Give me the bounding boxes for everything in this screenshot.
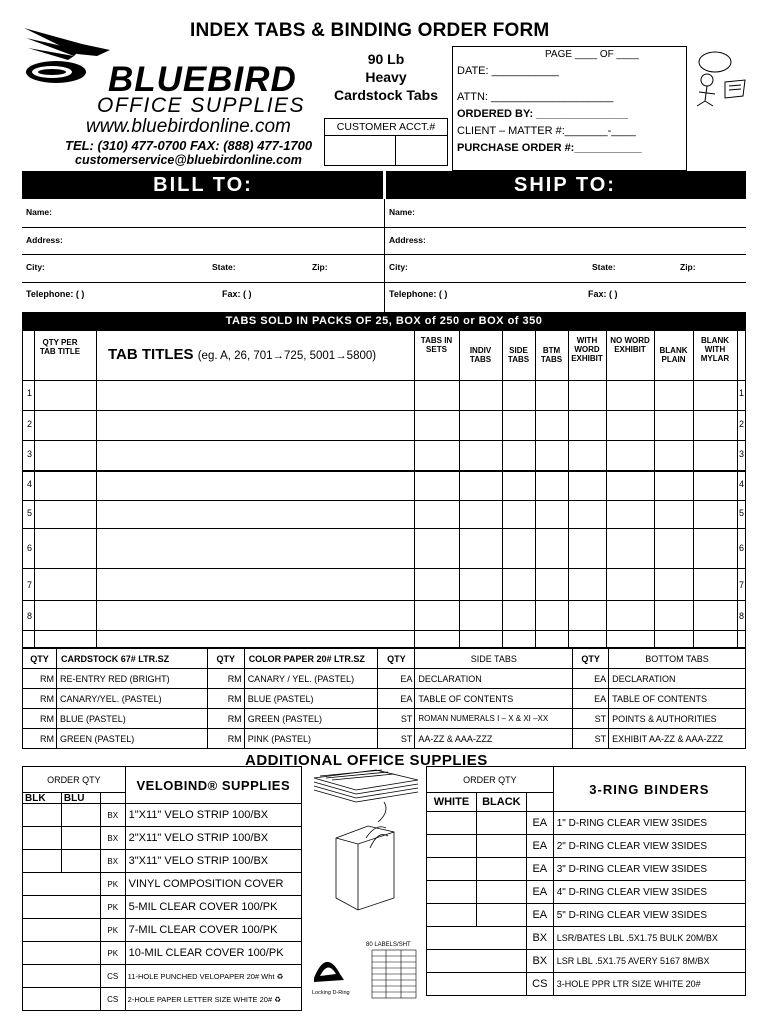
unit-label[interactable]: EA	[573, 689, 609, 709]
row-number-right: 7	[739, 580, 745, 590]
velobind-item: 1"X11" VELO STRIP 100/BX	[125, 804, 301, 827]
ship-to-title: SHIP TO:	[514, 174, 616, 196]
velobind-item: 11-HOLE PUNCHED VELOPAPER 20# Wht ♻	[125, 965, 301, 988]
binder-row	[427, 950, 746, 973]
unit-label[interactable]: RM	[207, 689, 244, 709]
binder-row	[427, 858, 746, 881]
unit-label[interactable]: ST	[378, 729, 415, 749]
row-number: 3	[27, 449, 33, 459]
unit-label: BX	[100, 827, 125, 850]
date-field[interactable]: DATE: ___________	[457, 65, 559, 77]
supply-item: CANARY/YEL. (PASTEL)	[56, 689, 207, 709]
ship-zip-field[interactable]: Zip:	[680, 262, 696, 272]
bill-fax-field[interactable]: Fax: ( )	[222, 289, 252, 299]
address-section	[22, 199, 746, 313]
supply-item: BLUE (PASTEL)	[244, 689, 378, 709]
velobind-row	[23, 988, 302, 1011]
row-number-right: 2	[739, 419, 745, 429]
unit-label: PK	[100, 873, 125, 896]
unit-label[interactable]: RM	[207, 729, 244, 749]
velobind-title: VELOBIND® SUPPLIES	[125, 767, 301, 804]
btm-tabs-header: BTM TABS	[540, 346, 563, 364]
bill-name-field[interactable]: Name:	[26, 207, 52, 217]
customer-acct-label: CUSTOMER ACCT.#	[325, 119, 447, 136]
cardstock-header: CARDSTOCK 67# LTR.SZ	[56, 649, 207, 669]
supply-row	[23, 669, 746, 689]
velobind-row	[23, 850, 302, 873]
unit-label: EA	[526, 904, 553, 927]
supply-row	[23, 709, 746, 729]
binder-row	[427, 812, 746, 835]
binders-title: 3-RING BINDERS	[553, 767, 745, 812]
row-number: 6	[27, 543, 33, 553]
unit-label: CS	[100, 965, 125, 988]
velobind-item: 2"X11" VELO STRIP 100/BX	[125, 827, 301, 850]
grid-row-line	[22, 410, 746, 411]
ordered-by-field[interactable]: ORDERED BY: _______________	[457, 108, 629, 120]
binder-row	[427, 973, 746, 996]
velobind-row	[23, 827, 302, 850]
qty-header: QTY	[573, 649, 609, 669]
binder-item: 3" D-RING CLEAR VIEW 3SIDES	[553, 858, 745, 881]
unit-label[interactable]: RM	[23, 669, 57, 689]
bottom-tabs-supply-header: BOTTOM TABS	[609, 649, 746, 669]
locking-caption: Locking D-Ring	[312, 990, 350, 996]
tab-titles-header: TAB TITLES (eg. A, 26, 701→725, 5001→5800)	[108, 346, 377, 363]
velobind-row	[23, 873, 302, 896]
grid-row-line	[22, 600, 746, 601]
indiv-tabs-header: INDIV TABS	[469, 346, 492, 364]
binder-row	[427, 927, 746, 950]
grid-row-line	[22, 330, 746, 331]
no-word-exhibit-header: NO WORD EXHIBIT	[610, 336, 650, 354]
ship-state-field[interactable]: State:	[592, 262, 616, 272]
supply-item: EXHIBIT AA-ZZ & AAA-ZZZ	[609, 729, 746, 749]
unit-label[interactable]: ST	[378, 709, 415, 729]
supply-item: ROMAN NUMERALS I – X & XI –XX	[415, 709, 573, 729]
unit-label: CS	[526, 973, 553, 996]
color-paper-header: COLOR PAPER 20# LTR.SZ	[244, 649, 378, 669]
purchase-order-field[interactable]: PURCHASE ORDER #:___________	[457, 142, 642, 154]
unit-label: BX	[100, 850, 125, 873]
velobind-item: 2-HOLE PAPER LETTER SIZE WHITE 20# ♻	[125, 988, 301, 1011]
attn-field[interactable]: ATTN: ____________________	[457, 91, 614, 103]
tabs-in-sets-header: TABS IN SETS	[420, 336, 453, 354]
additional-supplies-title: ADDITIONAL OFFICE SUPPLIES	[245, 752, 488, 769]
brand-name: BLUEBIRD	[108, 60, 297, 99]
unit-label: PK	[100, 896, 125, 919]
supplies-table	[22, 648, 746, 749]
brand-tagline: OFFICE SUPPLIES	[97, 94, 306, 117]
velobind-item: 5-MIL CLEAR COVER 100/PK	[125, 896, 301, 919]
velobind-row	[23, 896, 302, 919]
unit-label: PK	[100, 919, 125, 942]
grid-row-line	[22, 630, 746, 631]
ship-fax-field[interactable]: Fax: ( )	[588, 289, 618, 299]
binder-item: 3-HOLE PPR LTR SIZE WHITE 20#	[553, 973, 745, 996]
supplies-illustration	[306, 768, 422, 1004]
unit-label[interactable]: EA	[378, 669, 415, 689]
unit-label[interactable]: EA	[378, 689, 415, 709]
white-header: WHITE	[427, 793, 477, 812]
unit-label[interactable]: RM	[23, 709, 57, 729]
blu-header: BLU	[61, 793, 100, 804]
supply-item: GREEN (PASTEL)	[56, 729, 207, 749]
unit-label[interactable]: RM	[23, 689, 57, 709]
grid-row-line	[22, 500, 746, 501]
unit-label: EA	[526, 812, 553, 835]
ship-name-field[interactable]: Name:	[389, 207, 415, 217]
blk-header: BLK	[23, 793, 62, 804]
order-info-box[interactable]	[452, 46, 687, 171]
supply-row	[23, 689, 746, 709]
cartoon-illustration	[685, 46, 755, 108]
unit-label: EA	[526, 835, 553, 858]
tabs-banner: TABS SOLD IN PACKS OF 25, BOX of 250 or BOX of 350	[22, 313, 746, 330]
qty-per-tab-header: QTY PER TAB TITLE	[39, 338, 81, 356]
grid-row-line	[22, 380, 746, 381]
supply-item: PINK (PASTEL)	[244, 729, 378, 749]
bill-state-field[interactable]: State:	[212, 262, 236, 272]
velobind-item: 7-MIL CLEAR COVER 100/PK	[125, 919, 301, 942]
bill-zip-field[interactable]: Zip:	[312, 262, 328, 272]
blank-plain-header: BLANK PLAIN	[659, 346, 688, 364]
cardstock-label: 90 Lb Heavy Cardstock Tabs	[334, 51, 438, 103]
qty-header: QTY	[207, 649, 244, 669]
bill-city-field[interactable]: City:	[26, 262, 45, 272]
qty-header: QTY	[23, 649, 57, 669]
grid-row-line	[22, 528, 746, 529]
website-link[interactable]: www.bluebirdonline.com	[86, 116, 291, 137]
supply-item: CANARY / YEL. (PASTEL)	[244, 669, 378, 689]
with-word-exhibit-header: WITH WORD EXHIBIT	[571, 336, 603, 363]
velobind-item: VINYL COMPOSITION COVER	[125, 873, 301, 896]
velobind-row	[23, 804, 302, 827]
binder-item: 4" D-RING CLEAR VIEW 3SIDES	[553, 881, 745, 904]
contact-email[interactable]: customerservice@bluebirdonline.com	[75, 153, 302, 167]
contact-phone: TEL: (310) 477-0700 FAX: (888) 477-1700	[65, 138, 313, 153]
unit-label: BX	[526, 927, 553, 950]
unit-label: BX	[100, 804, 125, 827]
row-number: 7	[27, 580, 33, 590]
labels-caption: 80 LABELS/SHT	[366, 942, 411, 948]
form-title: INDEX TABS & BINDING ORDER FORM	[190, 20, 550, 41]
binder-item: 1" D-RING CLEAR VIEW 3SIDES	[553, 812, 745, 835]
velobind-item: 10-MIL CLEAR COVER 100/PK	[125, 942, 301, 965]
binder-item: LSR LBL .5X1.75 AVERY 5167 8M/BX	[553, 950, 745, 973]
grid-row-line	[22, 470, 746, 472]
binder-item: 2" D-RING CLEAR VIEW 3SIDES	[553, 835, 745, 858]
binder-item: 5" D-RING CLEAR VIEW 3SIDES	[553, 904, 745, 927]
unit-label[interactable]: EA	[573, 669, 609, 689]
row-number-right: 5	[739, 508, 745, 518]
side-tabs-supply-header: SIDE TABS	[415, 649, 573, 669]
binder-row	[427, 835, 746, 858]
unit-label[interactable]: ST	[573, 729, 609, 749]
velobind-row	[23, 965, 302, 988]
supply-item: TABLE OF CONTENTS	[415, 689, 573, 709]
client-matter-field[interactable]: CLIENT – MATTER #:_______-____	[457, 125, 636, 137]
velobind-row	[23, 919, 302, 942]
qty-header: QTY	[378, 649, 415, 669]
supply-item: TABLE OF CONTENTS	[609, 689, 746, 709]
grid-row-line	[22, 568, 746, 569]
supply-item: DECLARATION	[609, 669, 746, 689]
unit-label[interactable]: RM	[23, 729, 57, 749]
row-number-right: 1	[739, 388, 745, 398]
binders-table	[426, 766, 746, 996]
row-number: 4	[27, 479, 33, 489]
row-number: 8	[27, 611, 33, 621]
unit-label[interactable]: RM	[207, 669, 244, 689]
ship-address-field[interactable]: Address:	[389, 235, 426, 245]
bill-to-title: BILL TO:	[153, 174, 253, 196]
unit-label: EA	[526, 881, 553, 904]
row-number-right: 8	[739, 611, 745, 621]
supply-item: BLUE (PASTEL)	[56, 709, 207, 729]
supply-item: AA-ZZ & AAA-ZZZ	[415, 729, 573, 749]
customer-acct-box[interactable]	[324, 118, 448, 166]
unit-label: PK	[100, 942, 125, 965]
side-tabs-header: SIDE TABS	[507, 346, 530, 364]
bill-address-field[interactable]: Address:	[26, 235, 63, 245]
unit-label: CS	[100, 988, 125, 1011]
ship-city-field[interactable]: City:	[389, 262, 408, 272]
supply-row	[23, 729, 746, 749]
unit-label[interactable]: ST	[573, 709, 609, 729]
velobind-order-qty: ORDER QTY	[23, 767, 126, 793]
tab-titles-grid	[22, 330, 746, 648]
binder-row	[427, 881, 746, 904]
unit-label[interactable]: RM	[207, 709, 244, 729]
bill-ship-header-bar	[22, 171, 746, 199]
ship-telephone-field[interactable]: Telephone: ( )	[389, 289, 448, 299]
binders-order-qty: ORDER QTY	[427, 767, 554, 793]
unit-label: EA	[526, 858, 553, 881]
row-number-right: 4	[739, 479, 745, 489]
row-number-right: 3	[739, 449, 745, 459]
blank-mylar-header: BLANK WITH MYLAR	[700, 336, 730, 363]
unit-label: BX	[526, 950, 553, 973]
row-number: 2	[27, 419, 33, 429]
row-number: 5	[27, 508, 33, 518]
bluebird-logo	[22, 26, 114, 90]
binder-row	[427, 904, 746, 927]
row-number-right: 6	[739, 543, 745, 553]
velobind-item: 3"X11" VELO STRIP 100/BX	[125, 850, 301, 873]
bill-telephone-field[interactable]: Telephone: ( )	[26, 289, 85, 299]
velobind-table	[22, 766, 302, 1011]
page-field[interactable]: PAGE ____ OF ____	[545, 49, 639, 60]
grid-row-line	[22, 440, 746, 441]
supply-item: GREEN (PASTEL)	[244, 709, 378, 729]
binder-item: LSR/BATES LBL .5X1.75 BULK 20M/BX	[553, 927, 745, 950]
supply-item: RE-ENTRY RED (BRIGHT)	[56, 669, 207, 689]
velobind-row	[23, 942, 302, 965]
black-header: BLACK	[476, 793, 526, 812]
supply-item: DECLARATION	[415, 669, 573, 689]
row-number: 1	[27, 388, 33, 398]
supply-item: POINTS & AUTHORITIES	[609, 709, 746, 729]
